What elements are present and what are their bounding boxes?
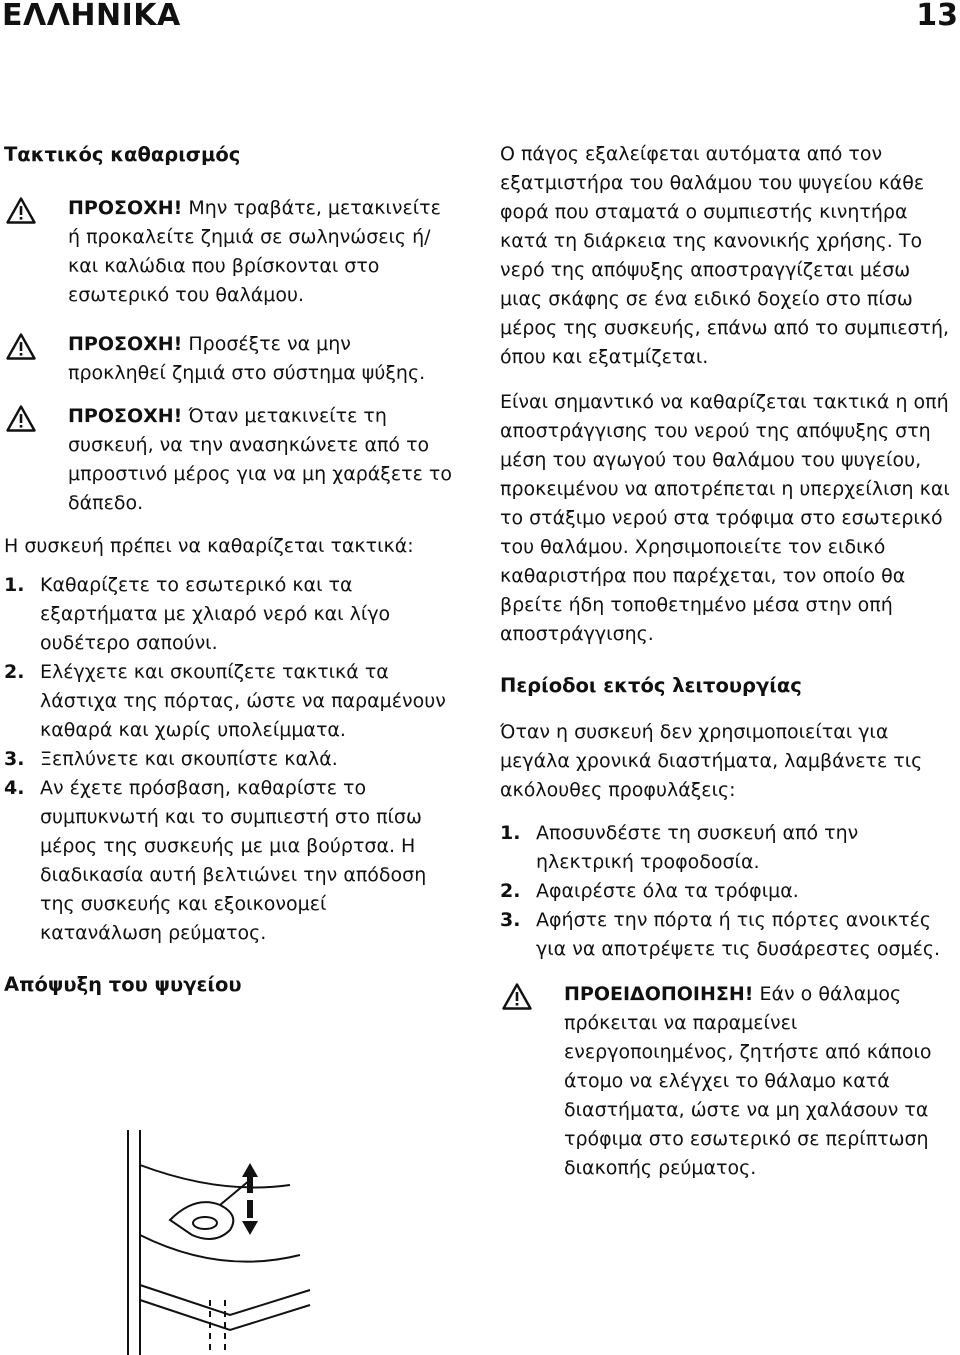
right-column	[500, 140, 956, 1183]
caution-block-1	[4, 194, 454, 310]
page-number: 13	[916, 0, 958, 33]
warning-icon	[6, 197, 36, 224]
list-item: 2. Ελέγχετε και σκουπίζετε τακτικά τα λάστιχα της πόρτας, ώστε να παραμένουν καθαρά και χωρίς υπολείμματα.	[4, 661, 446, 741]
list-item: 3. Αφήστε την πόρτα ή τις πόρτες ανοικτές για να αποτρέψετε τις δυσάρεστες οσμές.	[500, 909, 941, 960]
warning-icon	[502, 983, 532, 1010]
cleaning-intro: Η συσκευή πρέπει να καθαρίζεται τακτικά:	[4, 535, 414, 557]
caution-text-2: ΠΡΟΣΟΧΗ! Προσέξτε να μην προκληθεί ζημιά στο σύστημα ψύξης.	[68, 333, 426, 384]
warning-text: ΠΡΟΕΙΔΟΠΟΙΗΣΗ! Εάν ο θάλαμος πρόκειται να παραμείνει ενεργοποιημένος, ζητήστε από κάποιο άτομο να ελέγχει το θάλαμο κατά διαστήματα, ώστε να μη χαλάσουν τα τρόφιμα στο εσωτερικό σε περίπτωση διακοπής ρεύματος.	[564, 983, 932, 1179]
defrost-drain-illustration	[100, 1125, 340, 1355]
warning-icon	[6, 333, 36, 360]
warning-icon	[6, 405, 36, 432]
caution-block-2	[4, 330, 454, 388]
language-title: ΕΛΛΗΝΙΚΑ	[2, 0, 181, 33]
list-item: 4. Αν έχετε πρόσβαση, καθαρίστε το συμπυκνωτή και το συμπιεστή στο πίσω μέρος της συσκευής με μια βούρτσα. Η διαδικασία αυτή βελτιώνει την απόδοση της συσκευής και εξοικονομεί κατανάλωση ρεύματος.	[4, 777, 427, 944]
defrost-heading: Απόψυξη του ψυγείου	[4, 973, 242, 996]
caution-text-1: ΠΡΟΣΟΧΗ! Μην τραβάτε, μετακινείτε ή προκαλείτε ζημιά σε σωληνώσεις ή/και καλώδια που βρίσκονται στο εσωτερικό του θαλάμου.	[68, 197, 441, 306]
warning-block	[500, 980, 956, 1183]
periods-steps-list	[500, 819, 956, 964]
caution-text-3: ΠΡΟΣΟΧΗ! Όταν μετακινείτε τη συσκευή, να την ανασηκώνετε από το μπροστινό μέρος για να μη χαράξετε το δάπεδο.	[68, 405, 452, 514]
list-item: 1. Καθαρίζετε το εσωτερικό και τα εξαρτήματα με χλιαρό νερό και λίγο ουδέτερο σαπούνι.	[4, 574, 391, 654]
page-header	[0, 0, 960, 40]
periods-intro: Όταν η συσκευή δεν χρησιμοποιείται για μεγάλα χρονικά διαστήματα, λαμβάνετε τις ακόλουθες προφυλάξεις:	[500, 721, 923, 801]
list-item: 2. Αφαιρέστε όλα τα τρόφιμα.	[500, 880, 799, 902]
left-column	[4, 140, 454, 999]
defrost-paragraph-2: Είναι σημαντικό να καθαρίζεται τακτικά η οπή αποστράγγισης του νερού της απόψυξης στη μέση του αγωγού του θαλάμου του ψυγείου, προκειμένου να αποτρέπεται η υπερχείλιση και το στάξιμο νερού στα τρόφιμα στο εσωτερικό του θαλάμου. Χρησιμοποιείτε τον ειδικό καθαριστήρα που παρέχεται, τον οποίο θα βρείτε ήδη τοποθετημένο μέσα στην οπή αποστράγγισης.	[500, 391, 950, 645]
caution-block-3	[4, 402, 454, 518]
list-item: 1. Αποσυνδέστε τη συσκευή από την ηλεκτρική τροφοδοσία.	[500, 822, 859, 873]
defrost-paragraph-1: Ο πάγος εξαλείφεται αυτόματα από τον εξατμιστήρα του θαλάμου του ψυγείου κάθε φορά που σταματά ο συμπιεστής κινητήρα κατά τη διάρκεια της κανονικής χρήσης. Το νερό της απόψυξης αποστραγγίζεται μέσω μιας σκάφης σε ένα ειδικό δοχείο στο πίσω μέρος της συσκευής, επάνω από το συμπιεστή, όπου και εξατμίζεται.	[500, 143, 950, 368]
periods-heading: Περίοδοι εκτός λειτουργίας	[500, 674, 802, 697]
list-item: 3. Ξεπλύνετε και σκουπίστε καλά.	[4, 748, 338, 770]
cleaning-steps-list	[4, 571, 454, 948]
regular-cleaning-heading: Τακτικός καθαρισμός	[4, 143, 241, 166]
